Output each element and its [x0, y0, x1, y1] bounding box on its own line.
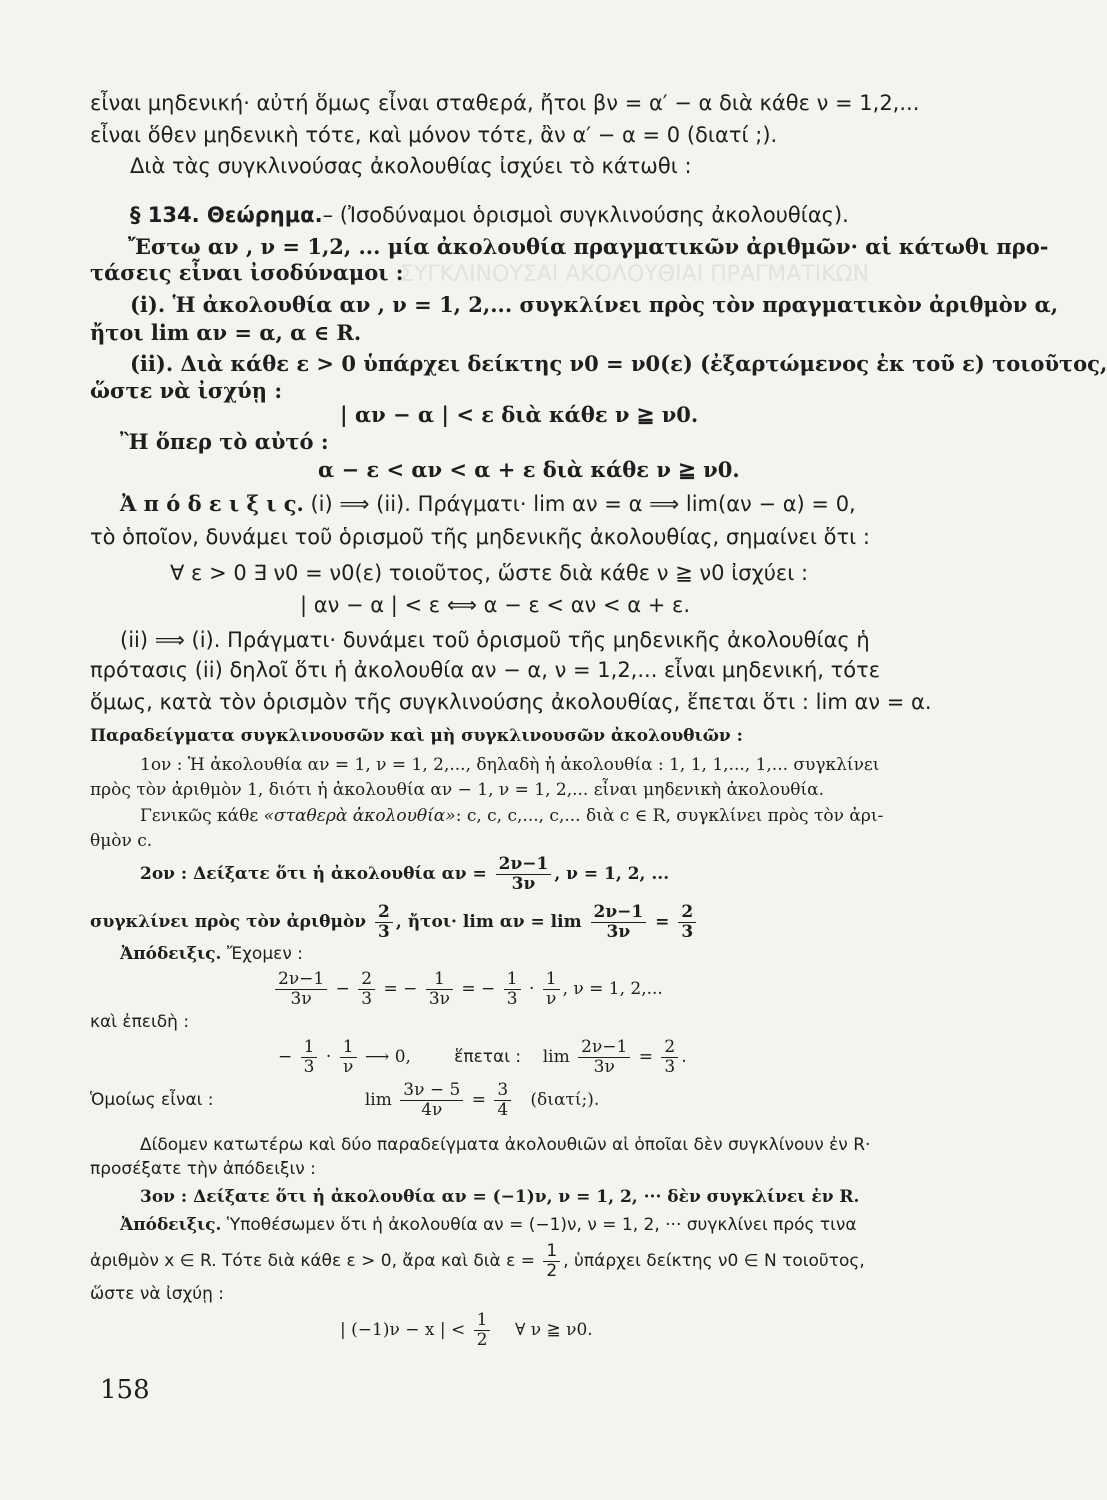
- example-2-tail: , ν = 1, 2, ...: [554, 864, 670, 884]
- text-line-19: πρότασις (ii) δηλοῖ ὅτι ἡ ἀκολουθία αν − α, ν = 1,2,... εἶναι μηδενική, τότε: [90, 658, 881, 682]
- constant-sequence-line: [140, 804, 945, 828]
- example-3-proof: Ἀπόδειξις. Ὑποθέσωμεν ὅτι ἡ ἀκολουθία αν = (−1)ν, ν = 1, 2, ··· συγκλίνει πρός τινα: [120, 1215, 857, 1235]
- limit-result: $\frac{2}{3}$: [678, 903, 696, 941]
- constant-sequence-term: «σταθερὰ ἀκολουθία»: [263, 806, 456, 826]
- theorem-subtitle: – (Ἰσοδύναμοι ὁρισμοὶ συγκλινούσης ἀκολουθίας).: [322, 203, 849, 227]
- proof-i-ii-text: (i) ⟹ (ii). Πράγματι· lim αν = α ⟹ lim(αν − α) = 0,: [310, 492, 856, 516]
- theorem-heading: § 134. Θεώρημα.: [130, 203, 323, 227]
- inequality-interval: α − ε < αν < α + ε διὰ κάθε ν ≧ ν0.: [318, 457, 740, 482]
- and-since: καὶ ἐπειδὴ :: [90, 1012, 190, 1032]
- examples-heading: Παραδείγματα συγκλινουσῶν καὶ μὴ συγκλινουσῶν ἀκολουθιῶν :: [90, 726, 743, 746]
- epsilon-equivalence: | αν − α | < ε ⟺ α − ε < αν < α + ε.: [300, 593, 691, 617]
- example-3-cont: ἀριθμὸν x ∈ R. Τότε διὰ κάθε ε > 0, ἄρα καὶ διὰ ε = $\frac{1}{2}$ , ὑπάρχει δείκτης ν0 ∈ N τοιοῦτος,: [90, 1240, 865, 1281]
- example-3: 3ον : Δείξατε ὅτι ἡ ἀκολουθία αν = (−1)ν, ν = 1, 2, ··· δὲν συγκλίνει ἐν R.: [140, 1187, 860, 1207]
- text-line-15: τὸ ὁποῖον, δυνάμει τοῦ ὁρισμοῦ τῆς μηδενικῆς ἀκολουθίας, σημαίνει ὅτι :: [90, 525, 871, 549]
- limit-fraction: $\frac{2\nu-1}{3\nu}$: [591, 903, 647, 941]
- text-line-3: Διὰ τὰς συγκλινούσας ἀκολουθίας ἰσχύει τὸ κάτωθι :: [130, 154, 692, 178]
- proposition-ii: (ii). Διὰ κάθε ε > 0 ὑπάρχει δείκτης ν0 = ν0(ε) (ἐξαρτώμενος ἐκ τοῦ ε) τοιοῦτος,: [130, 351, 1107, 376]
- text-line-20: ὅμως, κατὰ τὸν ὁρισμὸν τῆς συγκλινούσης ἀκολουθίας, ἕπεται ὅτι : lim αν = α.: [90, 690, 932, 714]
- text-line-25: θμὸν c.: [90, 831, 153, 851]
- example-1: 1ον : Ἡ ἀκολουθία αν = 1, ν = 1, 2,..., δηλαδὴ ἡ ἀκολουθία : 1, 1, 1,..., 1,... συγκλίνει: [140, 755, 880, 775]
- proposition-i-limit: ἤτοι lim αν = α, α ∈ R.: [90, 320, 362, 345]
- constant-sequence-text: : c, c, c,..., c,... διὰ c ∈ R, συγκλίνει πρὸς τὸν ἀρι-: [455, 806, 884, 826]
- theorem-statement-2: τάσεις εἶναι ἰσοδύναμοι :: [90, 260, 404, 285]
- non-convergent-intro-2: προσέξατε τὴν ἀπόδειξιν :: [90, 1159, 316, 1179]
- theorem-heading-line: [130, 200, 945, 230]
- proof-i-ii: [120, 489, 945, 519]
- example-2-proof: Ἀπόδειξις. Ἔχομεν :: [120, 944, 303, 964]
- example-3-cont-2: ὥστε νὰ ἰσχύῃ :: [90, 1284, 225, 1304]
- theorem-statement-1: Ἔστω αν , ν = 1,2, ... μία ἀκολουθία πραγματικῶν ἀριθμῶν· αἱ κάτωθι προ-: [128, 234, 1049, 259]
- text-line-2: εἶναι ὅθεν μηδενικὴ τότε, καὶ μόνον τότε, ἂν α′ − α = 0 (διατί ;).: [90, 123, 778, 147]
- page-number: 158: [100, 1375, 150, 1405]
- proposition-ii-cont: ὥστε νὰ ἰσχύῃ :: [90, 378, 283, 403]
- limit-step-line: − $\frac{1}{3}$ · $\frac{1}{\nu}$ ⟶ 0, ἕπεται : lim $\frac{2\nu-1}{3\nu}$ = $\frac{2}{3}$ .: [278, 1037, 687, 1077]
- example-1-cont: πρὸς τὸν ἀριθμὸν 1, διότι ἡ ἀκολουθία αν − 1, ν = 1, 2,... εἶναι μηδενικὴ ἀκολουθία.: [90, 780, 825, 800]
- decomposition-line: $\frac{2\nu-1}{3\nu}$ − $\frac{2}{3}$ = − $\frac{1}{3\nu}$ = − $\frac{1}{3}$ · $\frac{1}{\nu}$ , ν = 1, 2,...: [272, 962, 945, 1016]
- equivalently: Ἢ ὅπερ τὸ αὐτό :: [120, 429, 329, 454]
- example-2-fraction: $\frac{2\nu-1}{3\nu}$: [496, 855, 552, 893]
- generally-text: Γενικῶς κάθε: [140, 806, 259, 826]
- final-inequality: | (−1)ν − x | < $\frac{1}{2}$ ∀ ν ≧ ν0.: [340, 1310, 593, 1350]
- example-2: [140, 850, 945, 898]
- example-2-seq: αν =: [441, 864, 487, 884]
- two-thirds: $\frac{2}{3}$: [375, 903, 393, 941]
- example-2-label: 2ον : Δείξατε ὅτι ἡ ἀκολουθία: [140, 864, 436, 884]
- epsilon-statement: ∀ ε > 0 ∃ ν0 = ν0(ε) τοιοῦτος, ὥστε διὰ κάθε ν ≧ ν0 ἰσχύει :: [170, 561, 809, 585]
- proposition-i: (i). Ἡ ἀκολουθία αν , ν = 1, 2,... συγκλίνει πρὸς τὸν πραγματικὸν ἀριθμὸν α,: [130, 292, 1059, 317]
- proof-ii-i: (ii) ⟹ (i). Πράγματι· δυνάμει τοῦ ὁρισμοῦ τῆς μηδενικῆς ἀκολουθίας ἡ: [120, 628, 870, 652]
- example-2-convergence: συγκλίνει πρὸς τὸν ἀριθμὸν $\frac{2}{3}$ , ἤτοι· lim αν = lim $\frac{2\nu-1}{3\nu}$ = $\frac{2}{3}$: [90, 898, 945, 946]
- text-line-1: εἶναι μηδενική· αὐτή ὅμως εἶναι σταθερά, ἤτοι βν = α′ − α διὰ κάθε ν = 1,2,...: [90, 91, 920, 115]
- non-convergent-intro: Δίδομεν κατωτέρω καὶ δύο παραδείγματα ἀκολουθιῶν αἱ ὁποῖαι δὲν συγκλίνουν ἐν R·: [140, 1135, 871, 1155]
- similarly-line: Ὁμοίως εἶναι : lim $\frac{3\nu - 5}{4\nu}$ = $\frac{3}{4}$ (διατί;).: [90, 1080, 600, 1120]
- bleed-through-text: ΣΥΓΚΛΙΝΟΥΣΑΙ ΑΚΟΛΟΥΘΙΑΙ ΠΡΑΓΜΑΤΙΚΩΝ: [400, 262, 869, 287]
- proof-label: Ἀ π ό δ ε ι ξ ι ς.: [120, 491, 304, 516]
- inequality-abs: | αν − α | < ε διὰ κάθε ν ≧ ν0.: [340, 402, 699, 427]
